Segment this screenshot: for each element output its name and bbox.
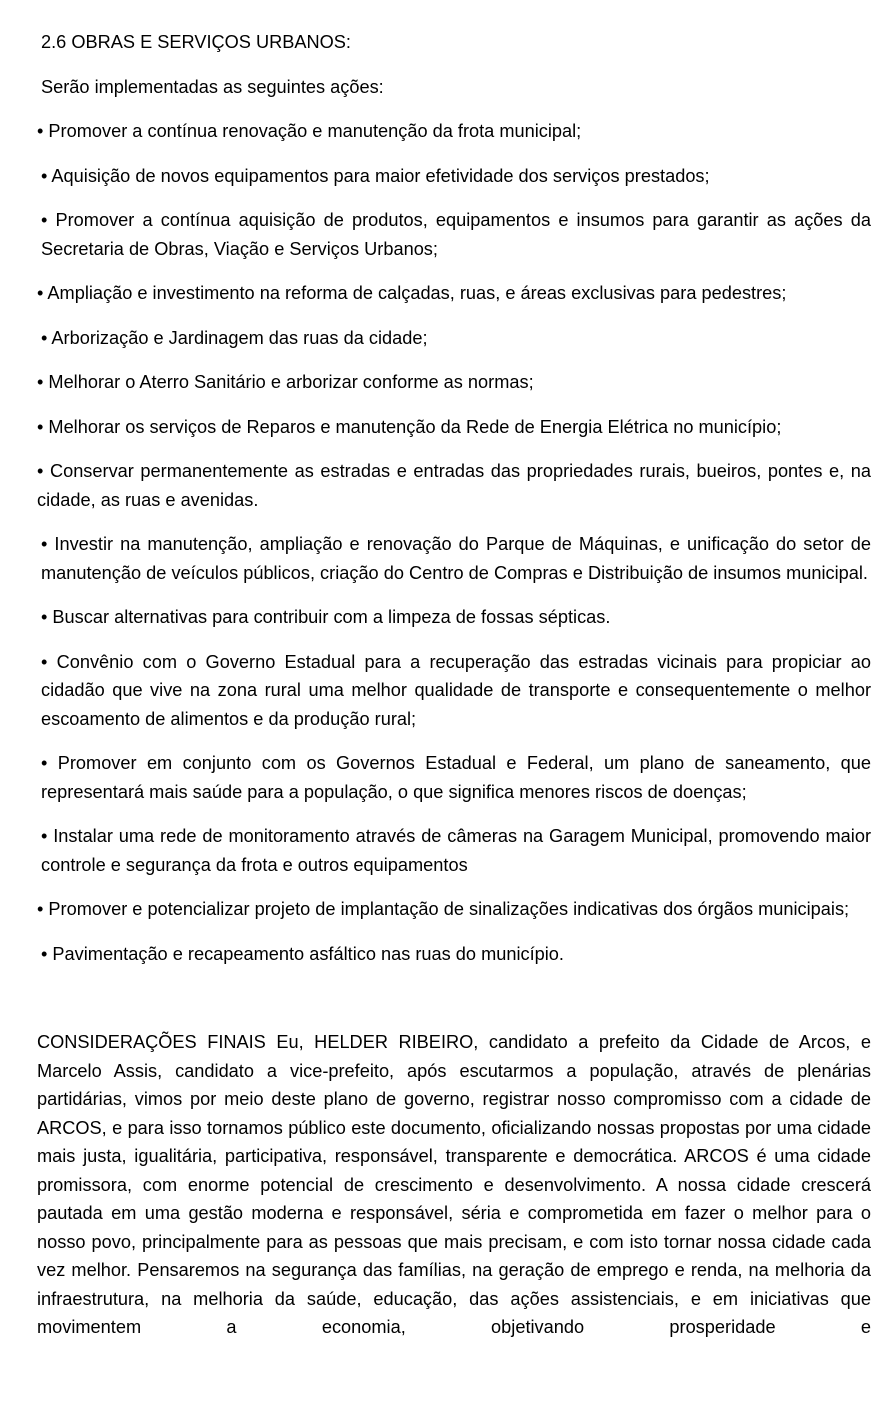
final-considerations: CONSIDERAÇÕES FINAIS Eu, HELDER RIBEIRO, candidato a prefeito da Cidade de Arcos, e Marcelo Assis, candidato a vice-prefeito, após escutarmos a população, através de plenárias partidárias, vimos por meio deste plano de governo, registrar nosso compromisso com a cidade de ARCOS, e para isso tornamos público este documento, oficializando nossas propostas por uma cidade mais justa, igualitária, participativa, responsável, transparente e democrática. ARCOS é uma cidade promissora, com enorme potencial de crescimento e desenvolvimento. A nossa cidade crescerá pautada em uma gestão moderna e responsável, séria e comprometida em fazer o melhor para o nosso povo, principalmente para as pessoas que mais precisam, e com isto tornar nossa cidade cada vez melhor. Pensaremos na segurança das famílias, na geração de emprego e renda, na melhoria da infraestrutura, na melhoria da saúde, educação, das ações assistenciais, e em iniciativas que movimentem a economia, objetivando prosperidade e (37, 1032, 871, 1337)
section-intro: Serão implementadas as seguintes ações: (41, 76, 384, 97)
list-item-roads: • Conservar permanentemente as estradas e entradas das propriedades rurais, bueiros, pontes e, na cidade, as ruas e avenidas. (37, 461, 871, 510)
list-item-sidewalks: • Ampliação e investimento na reforma de calçadas, ruas, e áreas exclusivas para pedestres; (37, 283, 787, 303)
list-item-fleet: • Promover a contínua renovação e manutenção da frota municipal; (37, 121, 582, 141)
list-item-power-grid: • Melhorar os serviços de Reparos e manutenção da Rede de Energia Elétrica no município; (37, 416, 782, 437)
list-item-equipment: • Aquisição de novos equipamentos para maior efetividade dos serviços prestados; (41, 165, 710, 186)
list-item-paving: • Pavimentação e recapeamento asfáltico nas ruas do município. (41, 943, 564, 964)
document-page (37, 28, 871, 1342)
list-item-cameras: • Instalar uma rede de monitoramento através de câmeras na Garagem Municipal, promovendo maior controle e segurança da frota e outros equipamentos (41, 826, 871, 875)
list-item-septic: • Buscar alternativas para contribuir com a limpeza de fossas sépticas. (41, 607, 611, 627)
list-item-machinery: • Investir na manutenção, ampliação e renovação do Parque de Máquinas, e unificação do setor de manutenção de veículos públicos, criação do Centro de Compras e Distribuição de insumos municipal. (41, 534, 871, 583)
list-item-signage: • Promover e potencializar projeto de implantação de sinalizações indicativas dos órgãos municipais; (37, 899, 850, 919)
list-item-landscaping: • Arborização e Jardinagem das ruas da cidade; (41, 327, 428, 348)
list-item-rural-roads: • Convênio com o Governo Estadual para a recuperação das estradas vicinais para propiciar ao cidadão que vive na zona rural uma melhor qualidade de transporte e consequentemente o melhor escoamento de alimentos e da produção rural; (41, 651, 871, 729)
list-item-landfill: • Melhorar o Aterro Sanitário e arborizar conforme as normas; (37, 372, 534, 392)
list-item-supplies: • Promover a contínua aquisição de produtos, equipamentos e insumos para garantir as ações da Secretaria de Obras, Viação e Serviços Urbanos; (41, 210, 871, 259)
list-item-sanitation: • Promover em conjunto com os Governos Estadual e Federal, um plano de saneamento, que representará mais saúde para a população, o que significa menores riscos de doenças; (41, 753, 871, 802)
section-heading: 2.6 OBRAS E SERVIÇOS URBANOS: (41, 32, 351, 52)
section-spacer (37, 984, 871, 1028)
